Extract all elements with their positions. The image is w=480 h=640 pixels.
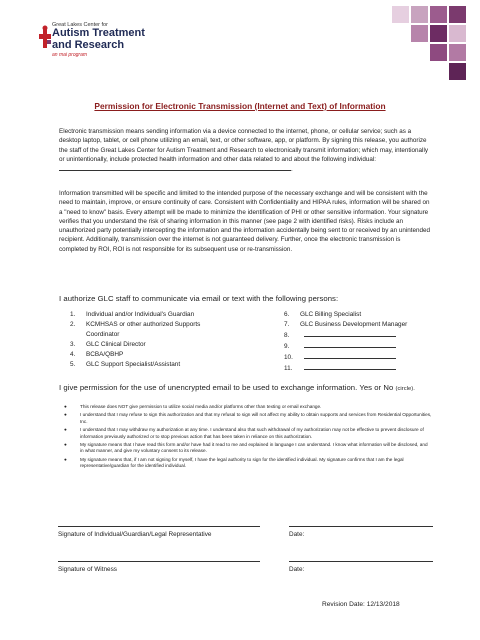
decorative-squares (392, 6, 472, 86)
date-line-1[interactable] (289, 526, 433, 527)
list-item-continuation: Coordinator (86, 331, 120, 338)
persons-list-left (70, 310, 200, 370)
list-item-blank: 8. (284, 330, 407, 341)
puzzle-cross-icon (38, 24, 52, 54)
signature-line-witness[interactable] (58, 561, 260, 562)
list-item: ● My signature means that, if I am not signing for myself, I have the legal authority to sign for the identified individual. My signature confirms that I am the legal representative/guardian for the identified individual. (64, 456, 404, 469)
individual-name-field[interactable] (59, 164, 291, 171)
revision-date: Revision Date: 12/13/2018 (322, 601, 400, 608)
date-line-2[interactable] (289, 561, 433, 562)
list-item: ● I understand that I may withdraw my authorization at any time. I understand also that such withdrawal of my authorization may not be effective to prevent disclosure of information previously authorized or to stop previous action that has been taken in reliance on this authorization. (64, 426, 424, 439)
list-item-blank: 11. (284, 363, 407, 374)
logo-tagline: an mai program (52, 52, 88, 58)
email-permission-text: I give permission for the use of unencrypted email to be used to exchange information. (59, 383, 358, 392)
authorize-heading: I authorize GLC staff to communicate via email or text with the following persons: (59, 294, 339, 303)
person-10-field[interactable] (304, 352, 396, 359)
intro-paragraph: Electronic transmission means sending information via a device connected to the internet, phone, or cellular service; such as a desktop laptop, tablet, or cell phone utilizing an email, text, or other software, app, or platform. By signing this release, you authorize the staff of the Great Lakes Center for Autism Treatment and Research to electronically transmit information; which may, intentionally or unintentionally, include protected health information and other data related to and about the following individual: . (59, 128, 429, 174)
list-item: 3. GLC Clinical Director (70, 341, 146, 348)
list-item: ● I understand that I may refuse to sign this authorization and that my refusal to sign will not affect my ability to obtain supports and services from Residential Opportunities, Inc. (64, 412, 432, 424)
date-label-1: Date: (289, 531, 305, 538)
signature-label-witness: Signature of Witness (58, 566, 117, 573)
list-item: ● My signature means that I have read this form and/or have had it read to me and explained in language I can understand. I know what information will be disclosed, and in what manner, and give my voluntary consent to its release. (64, 441, 428, 454)
policy-paragraph: Information transmitted will be specific and limited to the intended purpose of the necessary exchange and will be consistent with the need to maintain, improve, or ensure continuity of care. Consistent with Confidentiality and HIPAA rules, information will be shared on a "need to know" basis. Every attempt will be made to minimize the identification of PHI or other sensitive information. Your signature verifies that you understand the risk of sharing information in this manner (see page 2 with identified risks). Risks include an unauthorized party potentially intercepting the information and the information accidentally being sent to or received by an unintended recipient. Additionally, transmission over the internet is not guaranteed delivery. Further, once the electronic transmission is completed by ROI, ROI is not responsible for its subsequent use or re-transmission. (59, 190, 431, 253)
list-item: 4. BCBA/QBHP (70, 351, 124, 358)
person-8-field[interactable] (304, 330, 396, 337)
persons-list-right (284, 310, 407, 374)
list-item: 7. GLC Business Development Manager (284, 321, 408, 328)
organization-logo (38, 22, 188, 66)
logo-line-1: Great Lakes Center for (52, 22, 108, 28)
list-item-blank: 10. (284, 352, 407, 363)
list-item: 1. Individual and/or Individual's Guardian (70, 311, 195, 318)
person-9-field[interactable] (304, 341, 396, 348)
date-label-2: Date: (289, 566, 305, 573)
list-item: ● This release does NOT give permission to utilize social media and/or platforms other than texting or email exchange. (64, 404, 322, 409)
list-item: 2. KCMHSAS or other authorized Supports (70, 321, 201, 328)
list-item-blank: 9. (284, 341, 407, 352)
list-item: 6. GLC Billing Specialist (284, 311, 362, 318)
yes-no-options[interactable]: Yes or No (359, 383, 394, 392)
logo-line-2: Autism Treatment (52, 27, 145, 39)
circle-note: (circle). (395, 386, 415, 392)
person-11-field[interactable] (304, 363, 396, 370)
list-item: 5. GLC Support Specialist/Assistant (70, 361, 181, 368)
signature-label-individual: Signature of Individual/Guardian/Legal Representative (58, 531, 212, 538)
email-permission-line (59, 383, 415, 392)
logo-line-3: and Research (52, 38, 125, 51)
terms-bullet-list (60, 404, 432, 471)
signature-line-individual[interactable] (58, 526, 260, 527)
form-title: Permission for Electronic Transmission (Internet and Text) of Information (94, 101, 386, 111)
intro-text: Electronic transmission means sending information via a device connected to the internet, phone, or cellular service; such as a desktop laptop, tablet, or cell phone utilizing an email, text, or other software, app, or platform. By signing this release, you authorize the staff of the Great Lakes Center for Autism Treatment and Research to electronically transmit information; which may, intentionally or unintentionally, include protected health information and other data related to and about the following individual: (59, 128, 429, 163)
